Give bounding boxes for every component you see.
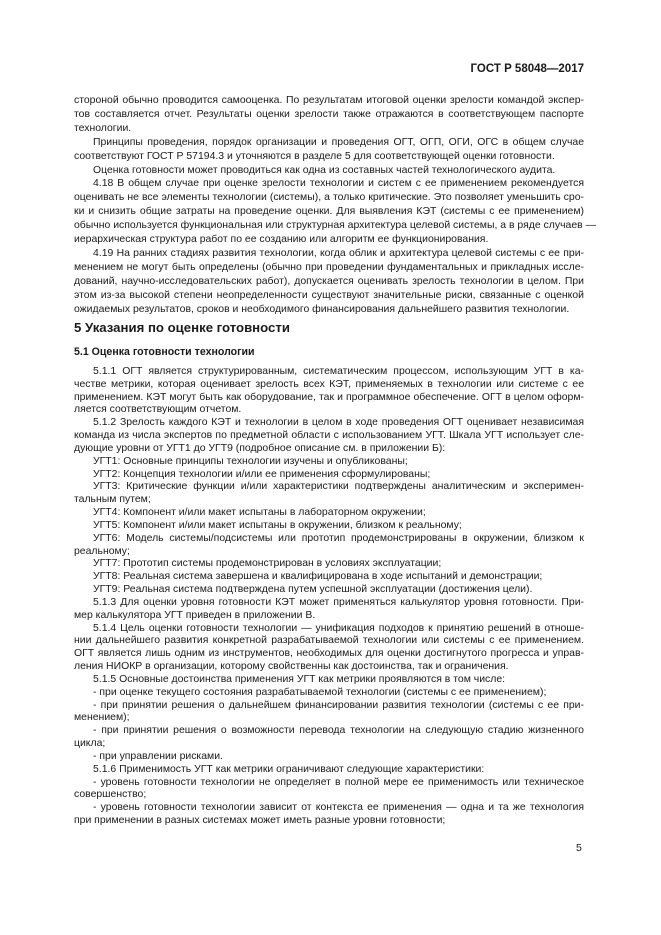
paragraph	[74, 558, 584, 571]
text-line: - при принятии решения о возможности перевода технологии на следующую стадию жизненного	[93, 725, 584, 737]
paragraph	[74, 136, 584, 164]
paragraph	[74, 469, 584, 482]
text-line: цикла;	[74, 738, 106, 750]
text-line: УГТ9: Реальная система подтверждена путем успешной эксплуатации (достижения цели).	[93, 584, 533, 596]
paragraph	[74, 687, 584, 700]
text-line: тов составляется отчет. Результаты оценки зрелости также отражаются в соответствующем паспорте	[74, 108, 584, 120]
text-line: менением);	[74, 712, 130, 724]
paragraph	[74, 94, 584, 136]
text-line: нии дальнейшего развития конкретной разрабатываемой технологии или системы с ее применением.	[74, 635, 584, 647]
paragraph	[74, 725, 584, 751]
text-line: 4.18 В общем случае при оценке зрелости технологии и систем с ее применением рекомендуется	[93, 178, 584, 190]
paragraph	[74, 751, 584, 764]
text-line: УГТ1: Основные принципы технологии изучены и опубликованы;	[93, 455, 408, 467]
text-line: 5.1.3 Для оценки уровня готовности КЭТ может применяться калькулятор уровня готовности. При-	[93, 596, 584, 608]
text-line: Принципы проведения, порядок организации и проведения ОГТ, ОГП, ОГИ, ОГС в общем случае	[93, 136, 584, 148]
text-line: ожидаемых результатов, сроков и необходимого финансирования дальнейшего развития технологии.	[74, 303, 570, 315]
paragraph	[74, 481, 584, 507]
paragraph	[74, 674, 584, 687]
text-line: - при принятии решения о дальнейшем финансировании развития технологии (системы с ее при-	[93, 699, 584, 711]
text-line: ления НИОКР в организации, которому свойственны как достоинства, так и ограничения.	[74, 661, 509, 673]
text-line: совершенство;	[74, 789, 147, 801]
text-line: тальным путем;	[74, 494, 151, 506]
text-line: 4.19 На ранних стадиях развития технологии, когда облик и архитектура целевой системы с ее при-	[93, 247, 584, 259]
text-line: применением. КЭТ могут быть как оборудование, так и программное обеспечение. ОГТ в целом оформ-	[74, 391, 584, 403]
text-line: ляется соответствующим отчетом.	[74, 404, 242, 416]
text-line: УГТ2: Концепция технологии и/или ее применения сформулированы;	[93, 468, 431, 480]
paragraph	[74, 777, 584, 803]
text-line: - уровень готовности технологии не определяет в полной мере ее применимость или техническое	[93, 776, 584, 788]
text-line: дований, научно-исследовательских работ), допускается оценивать зрелость технологии в целом. При	[74, 275, 584, 287]
section-heading: 5 Указания по оценке готовности	[74, 320, 290, 335]
text-line: ОГТ является лишь одним из инструментов, необходимых для оценки достигнутого прогресса и управ-	[74, 648, 584, 660]
paragraph	[74, 247, 584, 317]
paragraph	[74, 456, 584, 469]
text-line: этом из-за высокой степени неопределенности существуют значительные риски, связанные с оценкой	[74, 289, 584, 301]
text-line: УГТ3: Критические функции и/или характеристики подтверждены аналитическим и эксперимен-	[93, 481, 584, 493]
paragraph	[74, 177, 597, 247]
paragraph	[74, 533, 584, 559]
text-line: Оценка готовности может проводиться как одна из составных частей технологического аудита.	[93, 164, 556, 176]
text-line: 5.1.5 Основные достоинства применения УГТ как метрики проявляются в том числе:	[93, 673, 506, 685]
paragraph	[74, 623, 584, 674]
document-header-id: ГОСТ Р 58048—2017	[470, 63, 584, 75]
page-number: 5	[576, 842, 582, 854]
paragraph	[74, 164, 584, 178]
text-line: технологии.	[74, 122, 132, 134]
paragraph	[74, 507, 584, 520]
paragraph	[74, 700, 584, 726]
paragraph	[74, 584, 584, 597]
text-line: УГТ8: Реальная система завершена и квалифицирована в ходе испытаний и демонстрации;	[93, 571, 543, 583]
text-line: - при оценке текущего состояния разрабатываемой технологии (системы с ее применением);	[93, 686, 547, 698]
subsection-text-block	[74, 366, 584, 828]
text-line: менением не могут быть определены (обычно при проведении фундаментальных и прикладных иссле-	[74, 261, 584, 273]
text-line: мер калькулятора УГТ приведен в приложении В.	[74, 609, 316, 621]
text-line: 5.1.4 Цель оценки готовности технологии — унификация подходов к принятию решений в отноше-	[93, 622, 584, 634]
paragraph	[74, 764, 584, 777]
paragraph	[74, 571, 584, 584]
paragraph	[74, 417, 584, 455]
text-line: УГТ4: Компонент и/или макет испытаны в лабораторном окружении;	[93, 507, 426, 519]
paragraph	[74, 520, 584, 533]
text-line: при применении в разных системах может иметь разные уровни готовности;	[74, 814, 446, 826]
text-line: УГТ5: Компонент и/или макет испытаны в окружении, близком к реальному;	[93, 519, 462, 531]
paragraph	[74, 597, 584, 623]
text-line: стороной обычно проводится самооценка. По результатам итоговой оценки зрелости командой экспер-	[74, 95, 584, 106]
text-line: реальному;	[74, 545, 130, 557]
text-line: 5.1.1 ОГТ является структурированным, систематическим процессом, использующим УГТ в ка-	[93, 366, 584, 377]
text-line: дующие уровни от УГТ1 до УГТ9 (подробное описание см. в приложении Б):	[74, 442, 446, 454]
paragraph	[74, 802, 584, 828]
text-line: честве метрики, которая оценивает зрелость всех КЭТ, применяемых в технологии или системе с ее	[74, 378, 584, 390]
text-line: ки и снизить общие затраты на проведение оценки. Для выявления КЭТ (системы с ее применением)	[74, 206, 584, 218]
text-line: команда из числа экспертов по предметной области с использованием УГТ. Шкала УГТ использует сле-	[74, 430, 584, 442]
text-line: иерархическая структура работ по ее созданию или алгоритм ее функционирования.	[74, 234, 489, 246]
top-text-block	[74, 94, 597, 317]
text-line: оценивать не все элементы технологии (системы), а только критические. Это позволяет уменьшить сро-	[74, 192, 584, 204]
text-line: УГТ6: Модель системы/подсистемы или прототип продемонстрированы в окружении, близком к	[93, 532, 584, 544]
text-line: 5.1.2 Зрелость каждого КЭТ и технологии в целом в ходе проведения ОГТ оценивает независимая	[93, 417, 584, 429]
text-line: - уровень готовности технологии зависит от контекста ее применения — одна и та же технология	[93, 802, 584, 814]
text-line: 5.1.6 Применимость УГТ как метрики ограничивают следующие характеристики:	[93, 763, 485, 775]
text-line: УГТ7: Прототип системы продемонстрирован в условиях эксплуатации;	[93, 558, 442, 570]
text-line: соответствуют ГОСТ Р 57194.3 и уточняются в разделе 5 для соответствующей оценки готовности.	[74, 150, 555, 162]
text-line: обычно используется функциональная или структурная архитектура целевой системы, а в ряде случаев —	[74, 220, 597, 232]
paragraph	[74, 366, 584, 417]
subsection-heading: 5.1 Оценка готовности технологии	[74, 346, 255, 358]
text-line: - при управлении рисками.	[93, 750, 223, 762]
